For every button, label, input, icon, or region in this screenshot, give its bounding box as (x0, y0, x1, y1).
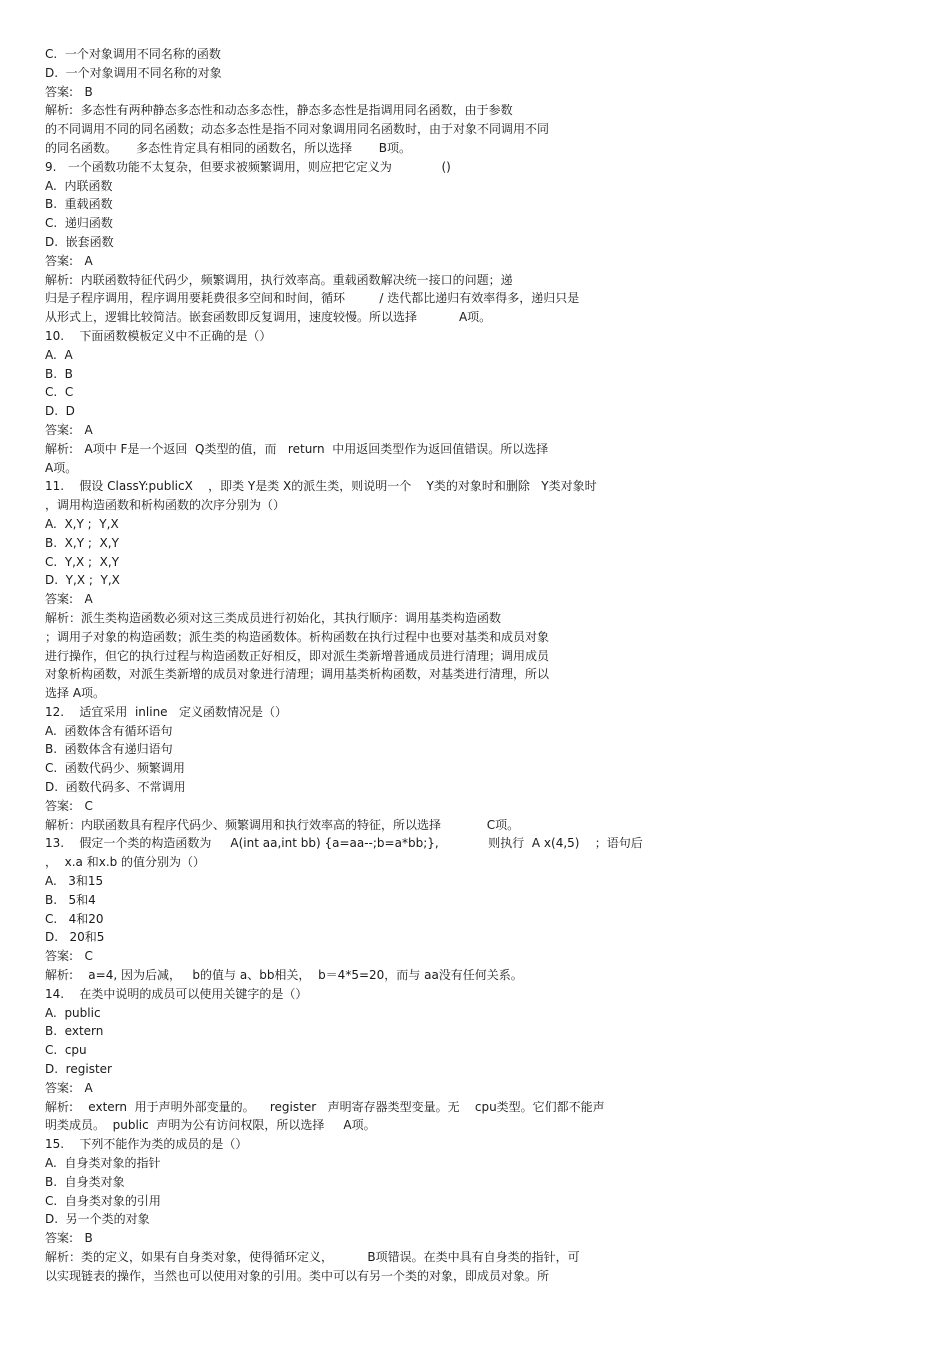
text-line: B. 重载函数 (45, 197, 113, 212)
text-line: B. X,Y ; X,Y (45, 535, 119, 550)
text-line: 对象析构函数，对派生类新增的成员对象进行清理；调用基类析构函数，对基类进行清理，所以 (45, 667, 550, 682)
text-line: C. C (45, 385, 74, 400)
text-line: 解析：类的定义，如果有自身类对象，使得循环定义， B项错误。在类中具有自身类的指针，可 (45, 1250, 580, 1264)
text-line: D. 20和5 (45, 930, 105, 945)
text-line: 选择 A项。 (45, 686, 106, 701)
text-line: A. 内联函数 (45, 178, 113, 193)
text-line: A. X,Y ; Y,X (45, 516, 119, 531)
text-line: C. cpu (45, 1043, 87, 1058)
text-line: B. 自身类对象 (45, 1174, 125, 1189)
text-line: 解析: a=4, 因为后减， b的值与 a、bb相关， b＝4*5=20，而与 aa没有任何关系。 (45, 968, 523, 983)
text-line: A. 函数体含有循环语句 (45, 723, 173, 738)
text-line: B. 函数体含有递归语句 (45, 742, 173, 757)
text-line: B. B (45, 366, 73, 381)
text-line: C. 递归函数 (45, 216, 113, 231)
text-line: 10. 下面函数模板定义中不正确的是（） (45, 328, 272, 343)
text-line: ；调用子对象的构造函数；派生类的构造函数体。析构函数在执行过程中也要对基类和成员对象 (45, 629, 550, 644)
text-line: 进行操作，但它的执行过程与构造函数正好相反，即对派生类新增普通成员进行清理；调用成员 (45, 648, 550, 663)
text-line: 15. 下列不能作为类的成员的是（） (45, 1137, 248, 1152)
text-line: 以实现链表的操作，当然也可以使用对象的引用。类中可以有另一个类的对象，即成员对象。所 (45, 1268, 550, 1283)
text-line: D. register (45, 1062, 112, 1077)
text-line: C. 自身类对象的引用 (45, 1193, 161, 1208)
text-line: B. extern (45, 1024, 104, 1039)
text-line: A. 自身类对象的指针 (45, 1156, 161, 1171)
text-line: 解析: A项中 F是一个返回 Q类型的值，而 return 中用返回类型作为返回值错误。所以选择 (45, 441, 549, 456)
text-line: D. 一个对象调用不同名称的对象 (45, 65, 222, 80)
text-line: 9. 一个函数功能不太复杂，但要求被频繁调用，则应把它定义为 () (45, 159, 451, 174)
text-line: D. 函数代码多、不常调用 (45, 780, 186, 795)
text-line: 答案: A (45, 1080, 93, 1095)
text-line: 的不同调用不同的同名函数；动态多态性是指不同对象调用同名函数时，由于对象不同调用不同 (45, 122, 550, 137)
text-line: 解析: 内联函数特征代码少，频繁调用，执行效率高。重载函数解决统一接口的问题；递 (45, 272, 513, 287)
text-line: C. 一个对象调用不同名称的函数 (45, 47, 221, 61)
text-line: 明类成员。 public 声明为公有访问权限，所以选择 A项。 (45, 1118, 376, 1133)
text-line: A项。 (45, 460, 78, 475)
text-line: 解析：派生类构造函数必须对这三类成员进行初始化，其执行顺序：调用基类构造函数 (45, 610, 502, 625)
text-line: 从形式上，逻辑比较简洁。嵌套函数即反复调用，速度较慢。所以选择 A项。 (45, 310, 492, 325)
text-line: D. 另一个类的对象 (45, 1212, 150, 1227)
text-line: D. 嵌套函数 (45, 234, 114, 249)
text-line: 答案: C (45, 798, 93, 813)
text-line: 12. 适宜采用 inline 定义函数情况是（） (45, 704, 288, 719)
text-line: A. 3和15 (45, 874, 104, 889)
text-line: 答案: A (45, 253, 93, 268)
text-line: B. 5和4 (45, 892, 96, 907)
text-line: 解析：内联函数具有程序代码少、频繁调用和执行效率高的特征，所以选择 C项。 (45, 817, 520, 832)
text-line: 答案: C (45, 949, 93, 964)
text-line: C. Y,X ; X,Y (45, 554, 120, 569)
text-line: A. public (45, 1005, 101, 1020)
text-line: 答案: A (45, 592, 93, 607)
text-line: D. D (45, 404, 75, 419)
text-line: 答案: B (45, 1231, 93, 1246)
text-line: C. 函数代码少、频繁调用 (45, 761, 185, 776)
text-line: 归是子程序调用，程序调用要耗费很多空间和时间，循环 / 迭代都比递归有效率得多，递归只是 (45, 291, 580, 306)
text-line: 的同名函数。 多态性肯定具有相同的函数名，所以选择 B项。 (45, 140, 412, 155)
text-line: ， x.a 和x.b 的值分别为（） (45, 855, 206, 870)
text-line: 13. 假定一个类的构造函数为 A(int aa,int bb) {a=aa--;b=a*bb;}, 则执行 A x(4,5) ；语句后 (45, 836, 643, 851)
text-line: ，调用构造函数和析构函数的次序分别为（） (45, 498, 286, 513)
text-line: 答案: B (45, 84, 93, 99)
text-line: 11. 假设 ClassY:publicX ，即类 Y是类 X的派生类，则说明一个 Y类的对象时和删除 Y类对象时 (45, 479, 597, 494)
text-line: A. A (45, 347, 73, 362)
text-line: D. Y,X ; Y,X (45, 573, 120, 588)
text-line: 14. 在类中说明的成员可以使用关键字的是（） (45, 986, 308, 1001)
text-line: 解析: 多态性有两种静态多态性和动态多态性，静态多态性是指调用同名函数，由于参数 (45, 103, 513, 118)
text-line: 解析: extern 用于声明外部变量的。 register 声明寄存器类型变量。无 cpu类型。它们都不能声 (45, 1099, 605, 1114)
document-body (45, 45, 685, 1286)
text-line: 答案: A (45, 422, 93, 437)
text-line: C. 4和20 (45, 911, 104, 926)
